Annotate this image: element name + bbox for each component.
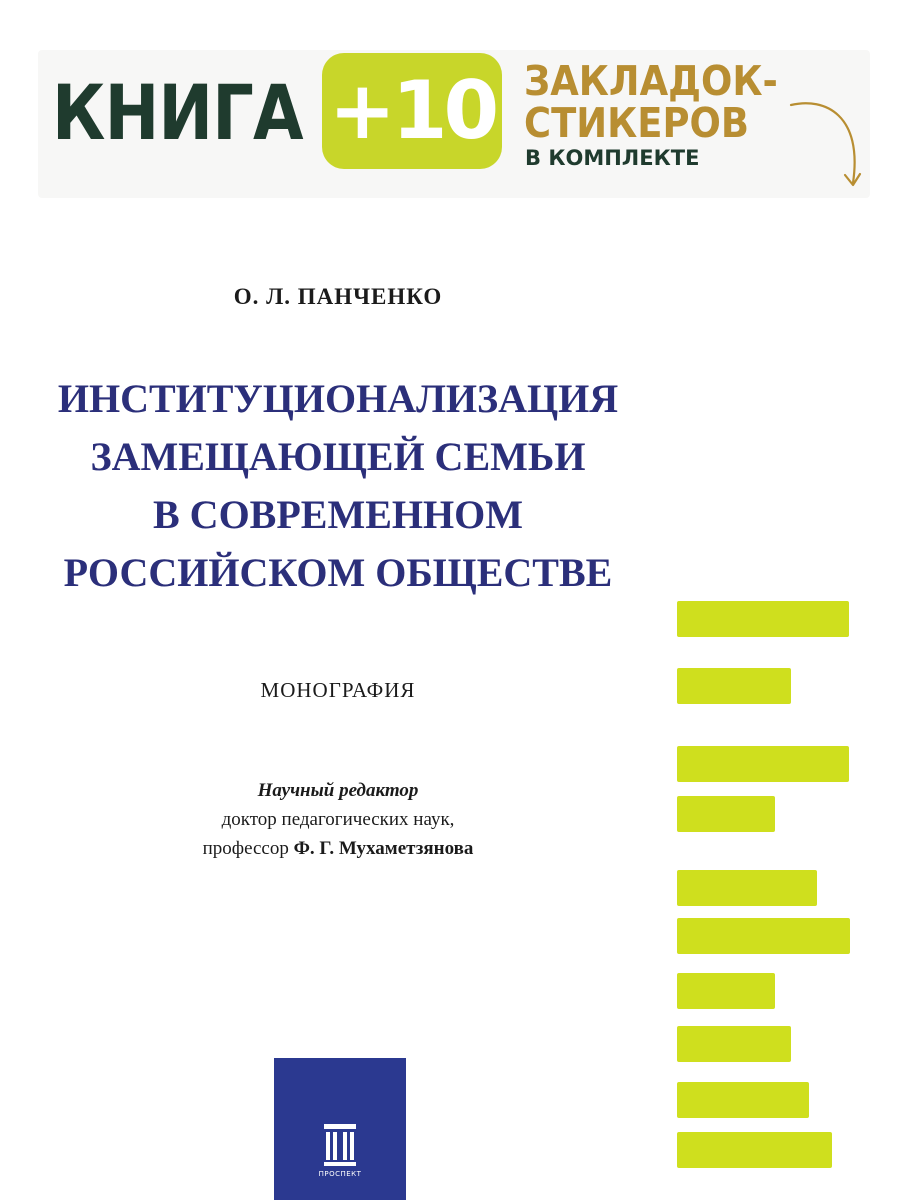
publisher-logo [274,1058,406,1200]
promo-banner [0,0,900,210]
book-title [0,370,676,602]
editor-degree: доктор педагогических наук, [221,809,455,830]
stickers-text-line1: ЗАКЛАДОК- [524,57,778,105]
title-line-3: В СОВРЕМЕННОМ [153,492,523,537]
sticker-bar [677,1026,791,1062]
title-line-4: РОССИЙСКОМ ОБЩЕСТВЕ [63,550,613,595]
editor-title: Научный редактор [257,780,419,801]
editor-position: профессор [202,838,289,859]
sticker-bar [677,1082,809,1118]
editor-block [0,776,676,863]
sticker-bar [677,918,850,954]
sticker-bar [677,746,849,782]
sticker-bar [677,601,849,637]
genre-label: МОНОГРАФИЯ [260,678,416,702]
title-line-1: ИНСТИТУЦИОНАЛИЗАЦИЯ [57,376,619,421]
plus-ten-label: +10 [328,64,496,157]
sticker-bar [677,1132,832,1168]
author-name: О. Л. ПАНЧЕНКО [233,284,443,309]
publisher-name: ПРОСПЕКТ [318,1170,362,1178]
sticker-bar [677,870,817,906]
stickers-text-line3: В КОМПЛЕКТЕ [525,146,700,170]
colonnade-logo-icon [324,1124,356,1166]
stickers-text-line2: СТИКЕРОВ [524,99,750,147]
title-line-2: ЗАМЕЩАЮЩЕЙ СЕМЬИ [90,434,586,479]
editor-credentials [0,834,676,863]
sticker-bar [677,973,775,1009]
sticker-bar [677,796,775,832]
curved-arrow-icon [785,95,875,195]
editor-name: Ф. Г. Мухаметзянова [293,838,474,859]
book-label: КНИГА [52,68,303,157]
plus-ten-badge [322,53,502,169]
sticker-bar [677,668,791,704]
